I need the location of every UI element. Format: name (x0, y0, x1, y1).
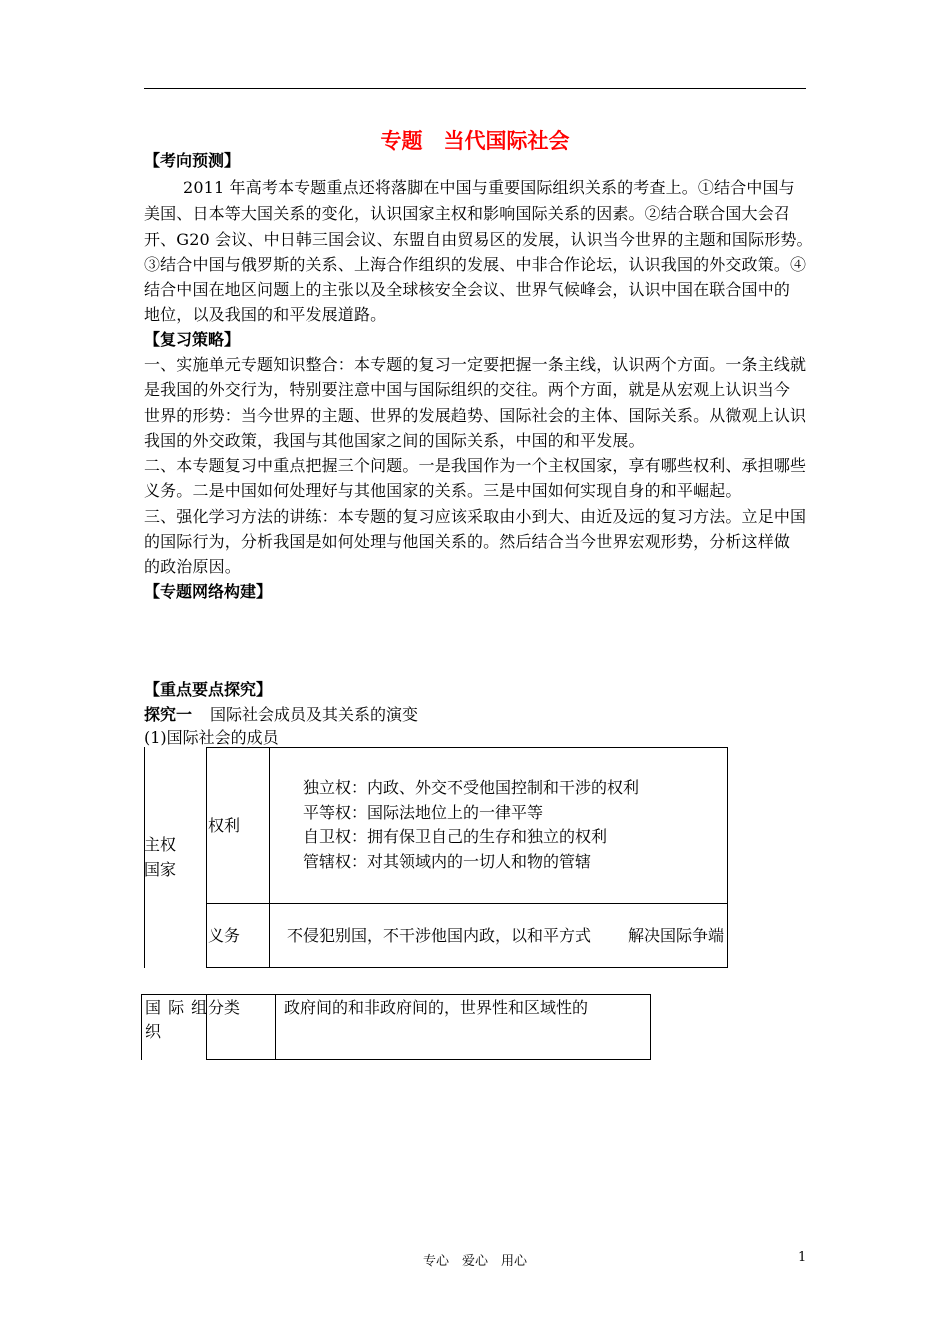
strategy-line: 义务。二是中国如何处理好与其他国家的关系。三是中国如何实现自身的和平崛起。 (144, 481, 742, 500)
table-border (206, 903, 728, 904)
table-border (206, 1059, 651, 1060)
duty-text: 不侵犯别国，不干涉他国内政，以和平方式 (287, 926, 592, 945)
forecast-line: 2011 年高考本专题重点还将落脚在中国与重要国际组织关系的考查上。①结合中国与 (183, 178, 795, 197)
table-border (141, 994, 142, 1060)
inquiry-heading (144, 705, 418, 725)
strategy-line: 的政治原因。 (144, 557, 241, 576)
table-border (141, 994, 651, 995)
right-item: 自卫权：拥有保卫自己的生存和独立的权利 (303, 827, 608, 846)
strategy-line: 我国的外交政策，我国与其他国家之间的国际关系，中国的和平发展。 (144, 431, 645, 450)
strategy-line: 三、强化学习方法的讲练：本专题的复习应该采取由小到大、由近及远的复习方法。立足中国 (144, 507, 807, 526)
header-rule (144, 88, 806, 89)
forecast-line: 结合中国在地区问题上的主张以及全球核安全会议、世界气候峰会，认识中国在联合国中的 (144, 280, 791, 299)
strategy-heading: 【复习策略】 (144, 330, 241, 349)
footer-motto: 专心 爱心 用心 (422, 1254, 527, 1269)
strategy-line: 一、实施单元专题知识整合：本专题的复习一定要把握一条主线，认识两个方面。一条主线就 (144, 355, 807, 374)
forecast-line: 开、G20 会议、中日韩三国会议、东盟自由贸易区的发展，认识当今世界的主题和国际形势。 (144, 230, 813, 249)
table-border (206, 747, 728, 748)
table-border (275, 994, 276, 1060)
strategy-line: 二、本专题复习中重点把握三个问题。一是我国作为一个主权国家，享有哪些权利、承担哪些 (144, 456, 807, 475)
forecast-line: 地位，以及我国的和平发展道路。 (144, 305, 387, 324)
sovereign-state-label: 主权 (144, 835, 177, 854)
forecast-line: ③结合中国与俄罗斯的关系、上海合作组织的发展、中非合作论坛，认识我国的外交政策。④ (144, 255, 807, 274)
page-title: 专题 当代国际社会 (380, 128, 570, 153)
classification-content: 政府间的和非政府间的，世界性和区域性的 (284, 998, 589, 1017)
table-border (269, 747, 270, 968)
intl-org-label: 国 际 组 (145, 998, 208, 1017)
intl-org-label: 织 (145, 1022, 162, 1041)
sovereign-state-label: 国家 (144, 860, 177, 879)
table-border (206, 747, 207, 968)
right-item: 管辖权：对其领域内的一切人和物的管辖 (303, 852, 592, 871)
table-border (650, 994, 651, 1060)
rights-label: 权利 (208, 816, 241, 835)
strategy-line: 世界的形势：当今世界的主题、世界的发展趋势、国际社会的主体、国际关系。从微观上认识 (144, 406, 807, 425)
inquiry-label: 探究一 (144, 705, 193, 724)
duty-label: 义务 (208, 926, 241, 945)
table-border (206, 967, 728, 968)
strategy-line: 的国际行为，分析我国是如何处理与他国关系的。然后结合当今世界宏观形势，分析这样做 (144, 532, 791, 551)
classification-label: 分类 (208, 998, 241, 1017)
table-border (727, 747, 728, 968)
sub-heading: (1)国际社会的成员 (144, 728, 279, 747)
duty-text: 解决国际争端 (628, 926, 725, 945)
network-heading: 【专题网络构建】 (144, 582, 273, 601)
right-item: 独立权：内政、外交不受他国控制和干涉的权利 (303, 778, 640, 797)
forecast-line: 美国、日本等大国关系的变化，认识国家主权和影响国际关系的因素。②结合联合国大会召 (144, 204, 791, 223)
forecast-heading: 【考向预测】 (144, 151, 241, 170)
keypoints-heading: 【重点要点探究】 (144, 680, 273, 699)
right-item: 平等权：国际法地位上的一律平等 (303, 803, 544, 822)
inquiry-title: 国际社会成员及其关系的演变 (210, 705, 419, 724)
strategy-line: 是我国的外交行为，特别要注意中国与国际组织的交往。两个方面，就是从宏观上认识当今 (144, 380, 791, 399)
page-number: 1 (798, 1250, 807, 1265)
